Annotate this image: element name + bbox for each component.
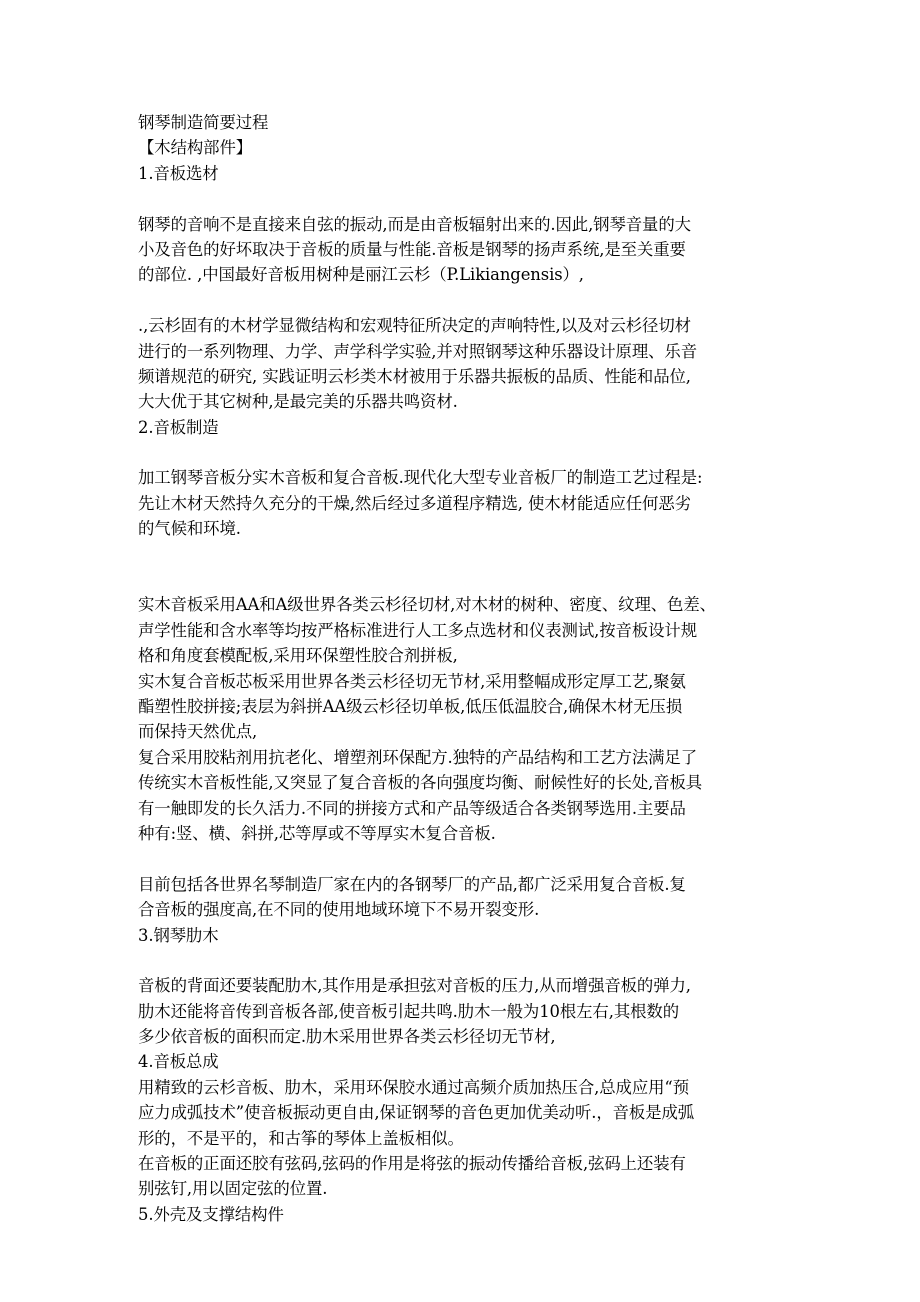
heading-shell-structure: 5.外壳及支撑结构件 bbox=[138, 1204, 284, 1224]
text-line: 传统实木音板性能,又突显了复合音板的各向强度均衡、耐候性好的长处,音板具 bbox=[138, 773, 703, 793]
text-line: 复合采用胶粘剂用抗老化、增塑剂环保配方.独特的产品结构和工艺方法满足了 bbox=[138, 747, 697, 767]
heading-soundboard-making: 2.音板制造 bbox=[138, 417, 219, 437]
text-line: 多少依音板的面积而定.肋木采用世界各类云杉径切无节材, bbox=[138, 1027, 556, 1047]
text-line: 肋木还能将音传到音板各部,使音板引起共鸣.肋木一般为10根左右,其根数的 bbox=[138, 1001, 679, 1021]
text-line: 加工钢琴音板分实木音板和复合音板.现代化大型专业音板厂的制造工艺过程是: bbox=[138, 468, 703, 488]
paragraph bbox=[138, 872, 798, 923]
text-line: 钢琴的音响不是直接来自弦的振动,而是由音板辐射出来的.因此,钢琴音量的大 bbox=[138, 214, 691, 234]
text-line: 频谱规范的研究, 实践证明云杉类木材被用于乐器共振板的品质、性能和品位, bbox=[138, 366, 691, 386]
text-line: 别弦钉,用以固定弦的位置. bbox=[138, 1179, 328, 1199]
text-line: 实木音板采用AA和A级世界各类云杉径切材,对木材的树种、密度、纹理、色差、 bbox=[138, 595, 716, 615]
heading-ribs: 3.钢琴肋木 bbox=[138, 925, 219, 945]
section-heading: 【木结构部件】 bbox=[138, 138, 253, 158]
text-line: 先让木材天然持久充分的干燥,然后经过多道程序精选, 使木材能适应任何恶劣 bbox=[138, 493, 691, 513]
text-line: 实木复合音板芯板采用世界各类云杉径切无节材,采用整幅成形定厚工艺,聚氨 bbox=[138, 671, 686, 691]
text-line: 的气候和环境. bbox=[138, 519, 241, 539]
text-line: 声学性能和含水率等均按严格标准进行人工多点选材和仪表测试,按音板设计规 bbox=[138, 620, 697, 640]
document-title: 钢琴制造简要过程 bbox=[138, 113, 269, 132]
paragraph bbox=[138, 592, 798, 846]
text-line: 形的，不是平的，和古筝的琴体上盖板相似。 bbox=[138, 1128, 464, 1148]
text-line: 用精致的云杉音板、肋木，采用环保胶水通过高频介质加热压合,总成应用“预 bbox=[138, 1077, 689, 1097]
text-line: 大大优于其它树种,是最完美的乐器共鸣资材. bbox=[138, 392, 458, 412]
document-body bbox=[138, 110, 798, 1227]
paragraph bbox=[138, 313, 798, 415]
text-line: 在音板的正面还胶有弦码,弦码的作用是将弦的振动传播给音板,弦码上还装有 bbox=[138, 1154, 686, 1174]
heading-soundboard-material: 1.音板选材 bbox=[138, 163, 219, 183]
text-line: 进行的一系列物理、力学、声学科学实验,并对照钢琴这种乐器设计原理、乐音 bbox=[138, 341, 697, 361]
paragraph bbox=[138, 1075, 798, 1202]
text-line: 的部位. ,中国最好音板用树种是丽江云杉（P.Likiangensis）, bbox=[138, 265, 584, 285]
text-line: 有一触即发的长久活力.不同的拼接方式和产品等级适合各类钢琴选用.主要品 bbox=[138, 798, 686, 818]
text-line: 音板的背面还要装配肋木,其作用是承担弦对音板的压力,从而增强音板的弹力, bbox=[138, 976, 691, 996]
paragraph bbox=[138, 212, 798, 288]
heading-soundboard-assembly: 4.音板总成 bbox=[138, 1052, 219, 1072]
text-line: 酯塑性胶拼接;表层为斜拼AA级云杉径切单板,低压低温胶合,确保木材无压损 bbox=[138, 697, 683, 716]
text-line: 合音板的强度高,在不同的使用地域环境下不易开裂变形. bbox=[138, 900, 540, 920]
text-line: 目前包括各世界名琴制造厂家在内的各钢琴厂的产品,都广泛采用复合音板.复 bbox=[138, 874, 686, 894]
paragraph bbox=[138, 973, 798, 1049]
text-line: .,云杉固有的木材学显微结构和宏观特征所决定的声响特性,以及对云杉径切材 bbox=[138, 316, 691, 336]
text-line: 格和角度套模配板,采用环保塑性胶合剂拼板, bbox=[138, 646, 458, 666]
paragraph bbox=[138, 465, 798, 541]
text-line: 小及音色的好坏取决于音板的质量与性能.音板是钢琴的扬声系统,是至关重要 bbox=[138, 239, 686, 259]
text-line: 种有:竖、横、斜拼,芯等厚或不等厚实木复合音板. bbox=[138, 823, 496, 843]
text-line: 应力成弧技术”使音板振动更自由,保证钢琴的音色更加优美动听.，音板是成弧 bbox=[138, 1103, 695, 1123]
text-line: 而保持天然优点, bbox=[138, 722, 258, 742]
